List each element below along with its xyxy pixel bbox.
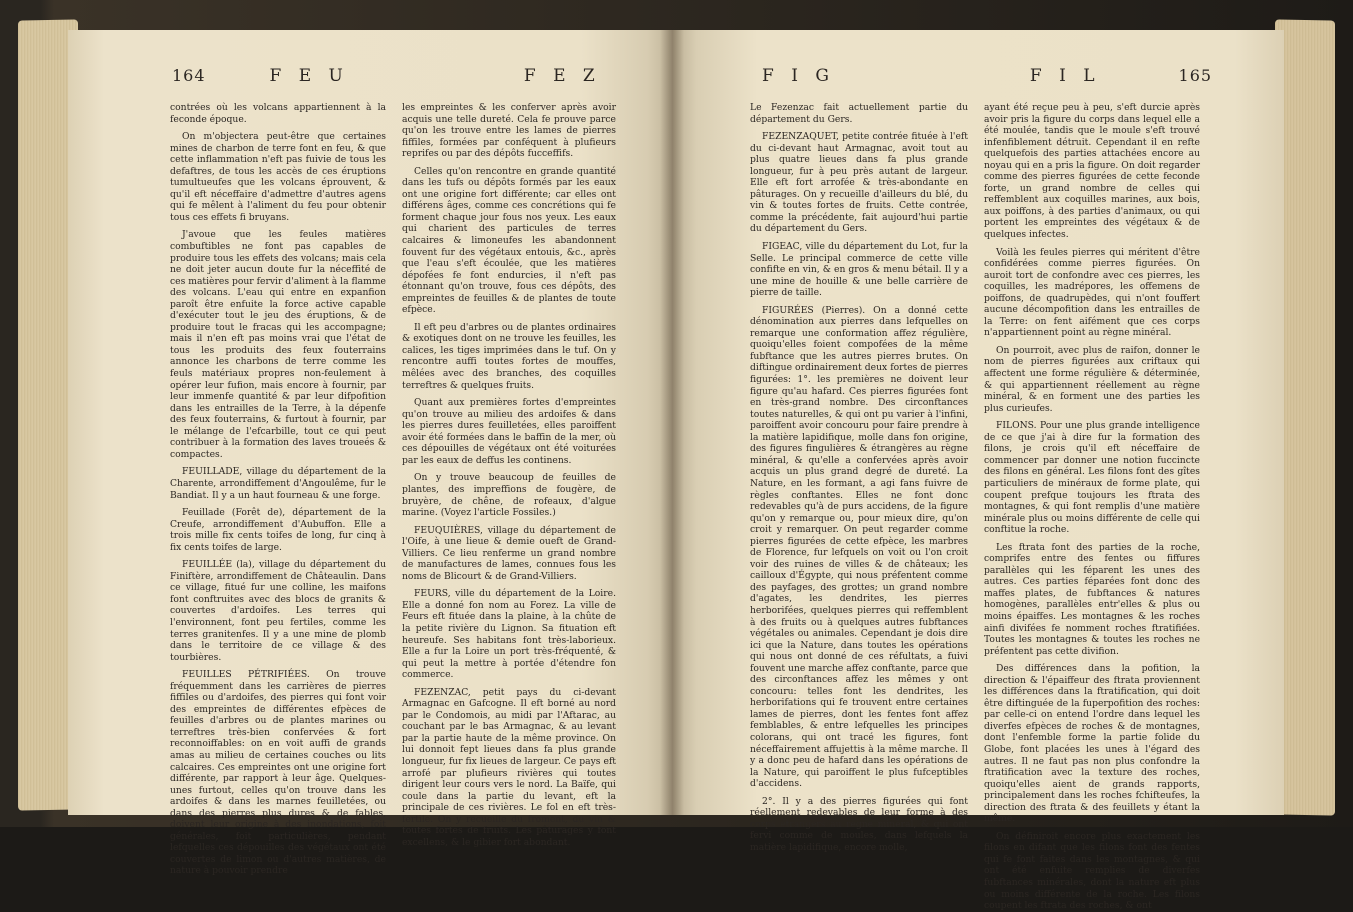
- entry-feurs: FEURS, ville du département de la Loire. Elle a donné fon nom au Forez. La ville de Feurs eft fituée dans la plaine, à la chûte de la petite rivière du Lignon. Sa fituation eft heureufe. Ses habitans font très-laborieux. Elle a fur la Loire un port très-fréquenté, & qui peut la mettre à portée d'étendre fon commerce.: [402, 588, 616, 681]
- paragraph: Voilà les feules pierres qui méritent d'être confidérées comme pierres figurées. On auroit tort de confondre avec ces pierres, les coquilles, les madrépores, les offemens de poiffons, de quadrupèdes, qui n'ont fouffert aucune décompofition dans les entrailles de la Terre: on fent aifément que ces corps n'appartiennent point au règne minéral.: [984, 246, 1200, 339]
- entry-figeac: FIGEAC, ville du département du Lot, fur la Selle. Le principal commerce de cette ville confifte en vin, & en gros & menu bétail. Il y a une mine de houille & une belle carrière de pierre de taille.: [750, 241, 968, 299]
- paragraph: Quant aux premières fortes d'empreintes qu'on trouve au milieu des ardoifes & dans les pierres dures feuilletées, elles paroiffent avoir été formées dans le baffin de la mer, où ces dépouilles de végétaux ont été voiturées par les eaux de deffus les continens.: [402, 397, 616, 466]
- entry-feuquieres: FEUQUIÈRES, village du département de l'Oife, à une lieue & demie oueft de Grand-Villiers. Ce lieu renferme un grand nombre de manufactures de lames, connues fous les noms de Blicourt & de Grand-Villiers.: [402, 524, 616, 582]
- entry-fezenzac: FEZENZAC, petit pays du ci-devant Armagnac en Gafcogne. Il eft borné au nord par le Condomois, au midi par l'Aftarac, au couchant par le bas Armagnac, & au levant par la partie haute de la même province. On lui donnoit fept lieues dans fa plus grande longueur, fur fix lieues de largeur. Ce pays eft arrofé par plufieurs rivières qui toutes dirigent leur cours vers le nord. La Baïfe, qui coule dans la partie du levant, eft la principale de ces rivières. Le fol en eft très-fertile. On y recueille du froment, du vin & toutes fortes de fruits. Les pâturages y font excellens, & le gibier fort abondant.: [402, 686, 616, 848]
- paragraph: 2°. Il y a des pierres figurées qui font réellement redevables de leur forme à des corps étrangers au règne minéral, & qui ont fervi comme de moules, dans lefquels la matière lapidifique, encore molle,: [750, 795, 968, 853]
- paragraph: Des différences dans la pofition, la direction & l'épaiffeur des ftrata proviennent les différences dans la ftratification, qui doit être diftinguée de la fuperpofition des roches: par celle-ci on entend l'ordre dans lequel les diverfes efpèces de roches & de montagnes, dont l'enfemble forme la partie folide du Globe, font placées les unes à l'égard des autres. Il ne faut pas non plus confondre la ftratification avec la texture des roches, quoiqu'elles aient de grands rapports, principalement dans les roches fchifteufes, la direction des ftrata & des feuillets y étant la même.: [984, 663, 1200, 825]
- left-page-header: [172, 66, 652, 94]
- entry-feuillee: FEUILLÉE (la), village du département du Finiftère, arrondiffement de Châteaulin. Dans ce village, fitué fur une colline, les maifons font conftruites avec des blocs de granits & couvertes d'ardoifes. Les terres qui l'environnent, font peu fertiles, comme les terres granitenfes. Il y a une mine de plomb dans le territoire de ce village & des tourbières.: [170, 559, 386, 663]
- right-page-column-2: [984, 102, 1200, 912]
- right-page-number: 165: [1178, 66, 1213, 85]
- paragraph: Les ftrata font des parties de la roche, comprifes entre des fentes ou fiffures parallèles qui les féparent les unes des autres. Ces parties féparées font donc des maffes plates, de fubftances & natures homogènes, parallèles entr'elles & plus ou moins épaiffes. Les montagnes & les roches ainfi divifées fe nomment roches ftratifiées. Toutes les montagnes & toutes les roches ne préfentent pas cette divifion.: [984, 541, 1200, 657]
- paragraph: On y trouve beaucoup de feuilles de plantes, des impreffions de fougère, de bruyère, de chêne, de rofeaux, d'algue marine. (Voyez l'article Fossiles.): [402, 472, 616, 519]
- paragraph: Le Fezenzac fait actuellement partie du département du Gers.: [750, 102, 968, 125]
- entry-filons: FILONS. Pour une plus grande intelligence de ce que j'ai à dire fur la formation des filons, je crois qu'il eft néceffaire de commencer par donner une notion fuccincte des filons en général. Les filons font des gîtes particuliers de minéraux de forme plate, qui coupent prefque toujours les ftrata des montagnes, & qui font remplis d'une matière minérale plus ou moins différente de celle qui conftitue la roche.: [984, 420, 1200, 536]
- left-page-number: 164: [172, 66, 206, 85]
- entry-feuilles-petrifiees: FEUILLES PÉTRIFIÉES. On trouve fréquemment dans les carrières de pierres fiffiles ou d'ardoifes, des pierres qui font voir des empreintes de différentes efpèces de feuilles d'arbres ou de plantes marines ou terreftres très-bien confervées & fort reconnoiffables: on en voit auffi de grands amas au milieu de certaines couches ou lits calcaires. Ces empreintes ont une origine fort différente, par rapport à leur âge. Quelques-unes furtout, celles qu'on trouve dans les ardoifes & dans les marnes feuilletées, ou dans des pierres plus dures & de fables, doivent leur origine à des inondations, foit générales, foit particulières, pendant lefquelles ces dépouilles des végétaux ont été couvertes de limon ou d'autres matières, de nature à pouvoir prendre: [170, 669, 386, 877]
- entry-figurees: FIGURÉES (Pierres). On a donné cette dénomination aux pierres dans lefquelles on remarque une conformation affez régulière, quoiqu'elles foient compofées de la même fubftance que les autres pierres brutes. On diftingue ordinairement deux fortes de pierres figurées: 1°. les premières ne doivent leur figure qu'au hafard. Ces pierres figurées font en très-grand nombre. Des circonftances toutes naturelles, & qui ont pu varier à l'infini, paroiffent avoir concouru pour faire prendre à la matière lapidifique, molle dans fon origine, des figures fingulières & étrangères au règne minéral, & qu'elle a confervées après avoir acquis un plus grand degré de dureté. La Nature, en les formant, a agi fans fuivre de règles conftantes. Elles ne font donc redevables qu'à de purs accidens, de la figure qu'on y remarque ou, pour mieux dire, qu'on croit y remarquer. On peut regarder comme pierres figurées de cette efpèce, les marbres de Florence, fur lefquels on voit ou l'on croit voir des ruines de villes & de châteaux; les cailloux d'Égypte, qui nous préfentent comme des payfages, des grottes; un grand nombre d'agates, les dendrites, les pierres herborifées, quelques pierres qui reffemblent à des fruits ou à quelques autres fubftances végétales ou animales. Cependant je dois dire ici que la Nature, dans toutes les opérations qui nous ont donné de ces réfultats, a fuivi fouvent une marche affez conftante, parce que des circonftances affez les mêmes y ont concouru: telles font les dendrites, les herborifations qui fe trouvent entre certaines lames de pierres, dont les fentes font affez femblables, & entre lefquelles les principes colorans, qui ont tracé les figures, font néceffairement affujettis à la même marche. Il y a donc peu de hafard dans les opérations de la Nature, qui paroiffent le plus fufceptibles d'accidens.: [750, 304, 968, 790]
- left-page-column-1: [170, 102, 386, 877]
- paragraph: On m'objectera peut-être que certaines mines de charbon de terre font en feu, & que cette inflammation n'eft pas fuivie de tous les defaftres, de tous les accès de ces éruptions tumultueufes que les volcans éprouvent, & qu'il eft néceffaire d'admettre d'autres agens qui fe mêlent à l'aliment du feu pour obtenir tous ces effets fi bruyans.: [170, 131, 386, 223]
- right-page-column-1: [750, 102, 968, 853]
- left-running-head-2: F E Z: [523, 66, 601, 86]
- right-page: [672, 30, 1284, 912]
- left-running-head-1: F E U: [269, 66, 349, 86]
- book-gutter: [660, 30, 684, 815]
- entry-feuillade-foret: Feuillade (Forêt de), département de la Creufe, arrondiffement d'Aubuffon. Elle a trois mille fix cents toifes de long, fur cinq à fix cents toifes de large.: [170, 507, 386, 553]
- paragraph: On définiroit encore plus exactement les filons en difant que les filons font des fentes qui fe font faites dans les montagnes, & qui ont été enfuite remplies de diverfes fubftances minérales, dont la nature eft plus ou moins différente de la roche. Les filons coupent les ftrata des roches, & ont: [984, 830, 1200, 912]
- left-page-column-2: [402, 102, 616, 848]
- paragraph: Il eft peu d'arbres ou de plantes ordinaires & exotiques dont on ne trouve les feuilles, les calices, les tiges imprimées dans le tuf. On y rencontre auffi toutes fortes de mouffes, mêlées avec des branches, des coquilles terreftres & quelques fruits.: [402, 321, 616, 391]
- right-running-head-2: F I L: [1029, 66, 1101, 86]
- left-page: [68, 30, 672, 877]
- entry-fezenzaquet: FEZENZAQUET, petite contrée fituée à l'eft du ci-devant haut Armagnac, avoit tout au plus quatre lieues dans fa plus grande longueur, fur à peu près autant de largeur. Elle eft fort arrofée & très-abondante en pâturages. On y recueille d'ailleurs du blé, du vin & toutes fortes de fruits. Cette contrée, comme la précédente, fait aujourd'hui partie du département du Gers.: [750, 131, 968, 235]
- right-running-head-1: F I G: [762, 66, 835, 86]
- right-page-header: [762, 66, 1242, 94]
- paragraph: les empreintes & les conferver après avoir acquis une telle dureté. Cela fe prouve parce qu'on les trouve entre les lames de pierres fiffiles, formées par conféquent à plufieurs reprifes ou par des dépôts fucceffifs.: [402, 102, 616, 160]
- paragraph: contrées où les volcans appartiennent à la feconde époque.: [170, 102, 386, 125]
- paragraph: Celles qu'on rencontre en grande quantité dans les tufs ou dépôts formés par les eaux ont une origine fort différente; car elles ont différens âges, comme ces concrétions qui fe forment chaque jour fous nos yeux. Les eaux qui charient des particules de terres calcaires & limoneufes les abandonnent fouvent fur des végétaux entouis, &c., après que l'eau s'eft écoulée, que les matières dépofées fe font endurcies, il n'eft pas étonnant qu'on trouve, fous ces dépôts, des empreintes de feuilles & de plantes de toute efpèce.: [402, 165, 616, 316]
- paragraph: ayant été reçue peu à peu, s'eft durcie après avoir pris la figure du corps dans lequel elle a été moulée, tandis que le moule s'eft trouvé infenfiblement détruit. Cependant il en refte quelquefois des parties attachées encore au noyau qui en a pris la figure. On doit regarder comme des pierres figurées de cette feconde forte, un grand nombre de celles qui reffemblent aux coquilles marines, aux bois, aux poiffons, à des parties d'animaux, ou qui portent les empreintes des végétaux & de quelques infectes.: [984, 102, 1200, 241]
- paragraph: J'avoue que les feules matières combuftibles ne font pas capables de produire tous les effets des volcans; mais cela ne doit jeter aucun doute fur la néceffité de ces matières pour fervir d'aliment à la flamme des volcans. L'eau qui entre en expanfion paroît être enfuite la force active capable d'exécuter tout le jeu des éruptions, & de produire tout le fracas qui les accompagne; mais il n'en eft pas moins vrai que l'état de tous les produits des feux fouterrains annonce les charbons de terre comme les feuls matériaux propres non-feulement à opérer leur fufion, mais encore à fournir, par leur immenfe quantité & par leur difpofition dans les entrailles de la Terre, à la dépenfe des feux fouterrains, & furtout à fournir, par le mélange de l'efcarbille, tout ce qui peut contribuer à la formation des laves troueés & compactes.: [170, 229, 386, 460]
- page-edges-right: [1275, 19, 1335, 815]
- paragraph: On pourroit, avec plus de raifon, donner le nom de pierres figurées aux criftaux qui affectent une forme régulière & déterminée, & qui appartiennent réellement au règne minéral, & en forment une des parties les plus curieufes.: [984, 344, 1200, 414]
- entry-feuillade: FEUILLADE, village du département de la Charente, arrondiffement d'Angoulême, fur le Bandiat. Il y a un haut fourneau & une forge.: [170, 466, 386, 501]
